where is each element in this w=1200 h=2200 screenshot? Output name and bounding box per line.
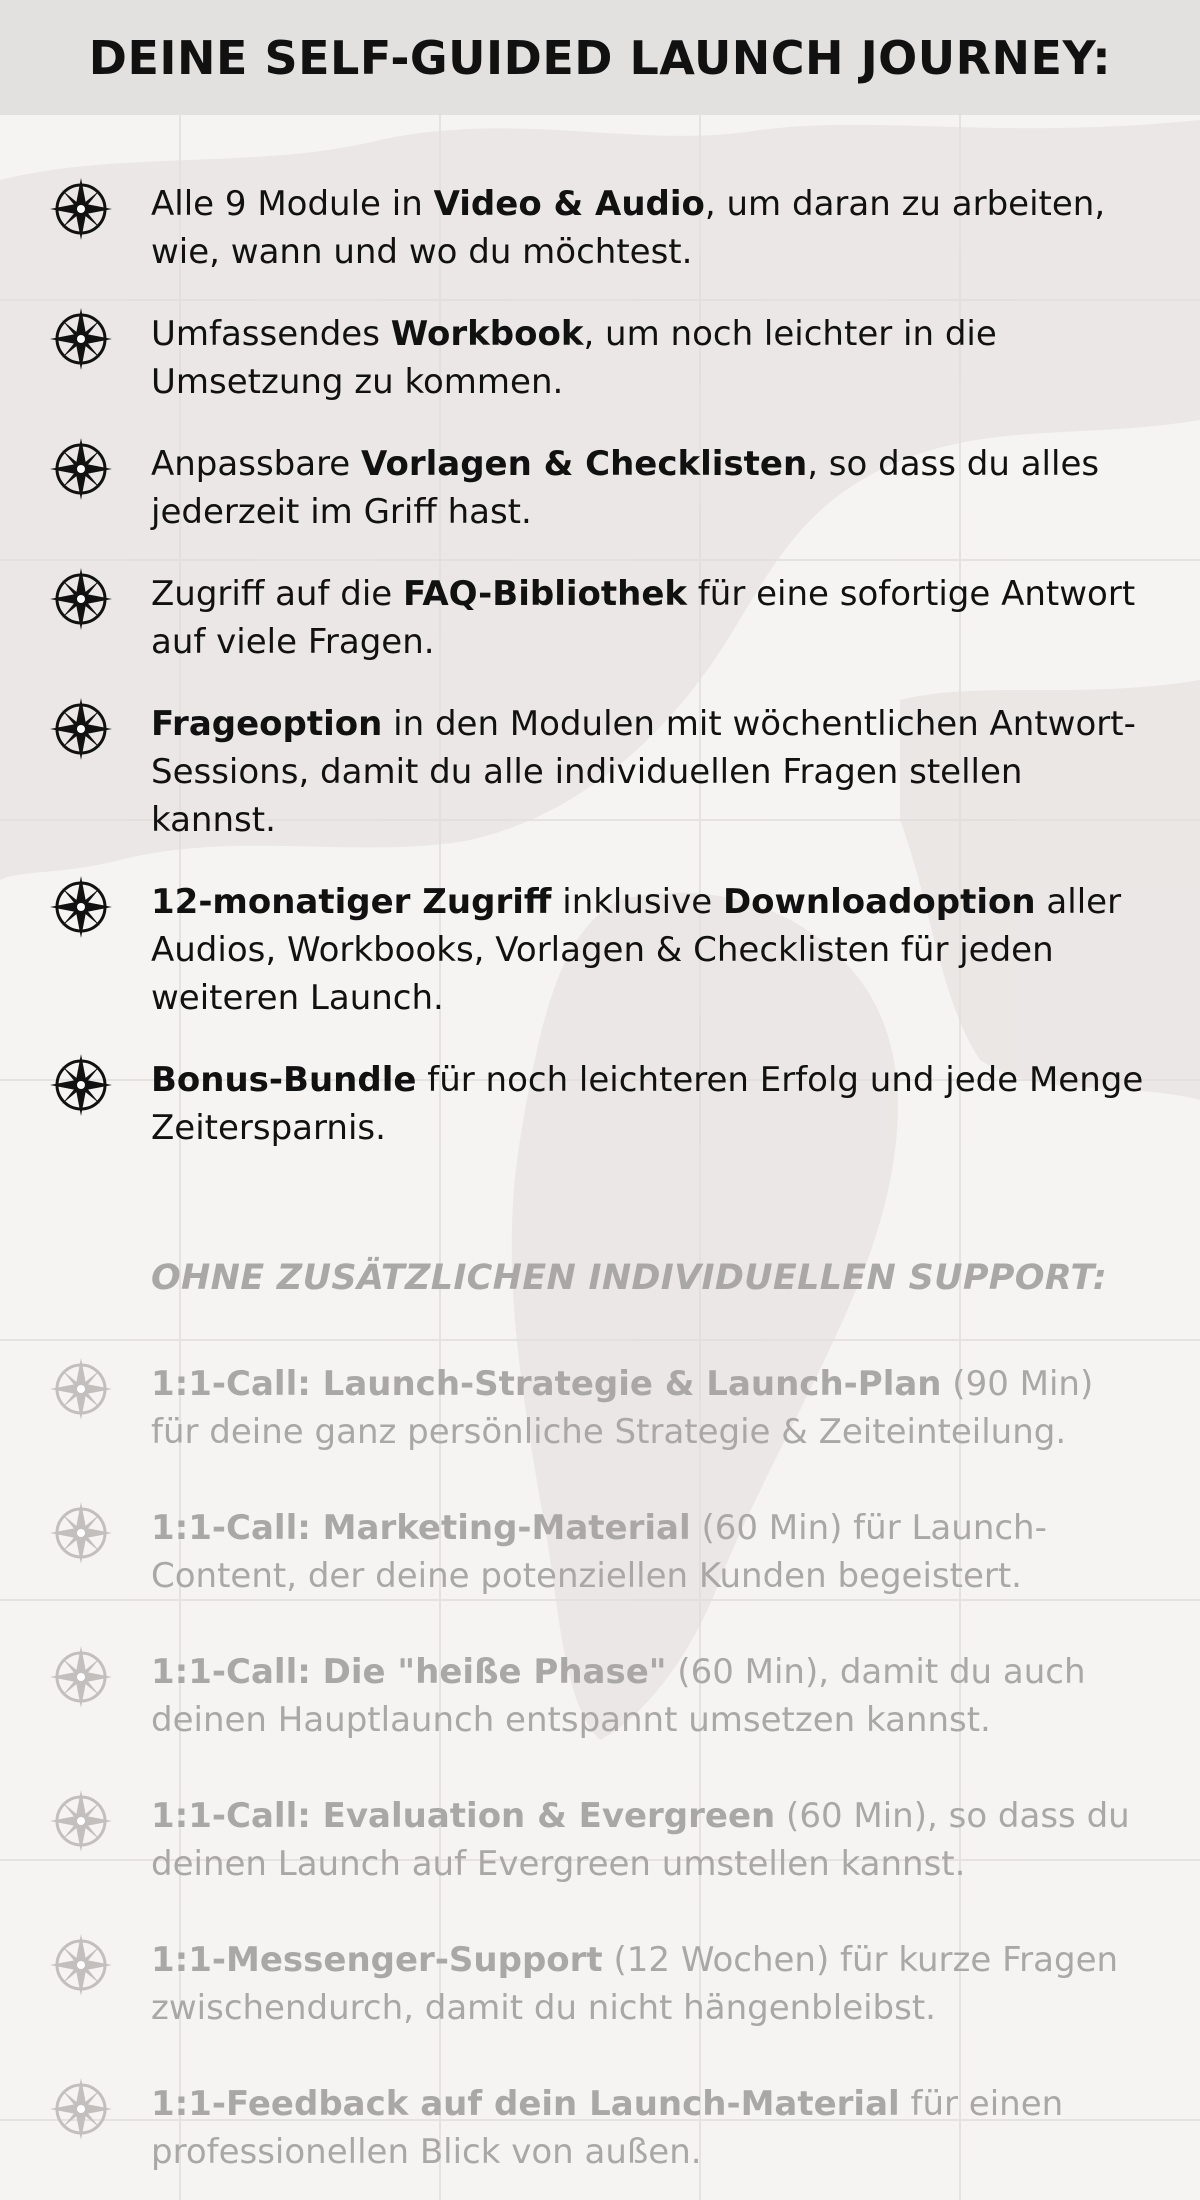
excluded-section-title: OHNE ZUSÄTZLICHEN INDIVIDUELLEN SUPPORT:: [151, 1258, 1108, 1298]
excluded-item-text: 1:1-Call: Evaluation & Evergreen (60 Min), so dass du deinen Launch auf Evergreen umstellen kannst.: [151, 1796, 1130, 1884]
compass-rose-icon: [48, 566, 114, 632]
compass-rose-icon: [48, 1644, 114, 1710]
compass-rose-icon: [48, 1788, 114, 1854]
compass-rose-icon: [48, 436, 114, 502]
excluded-item-text: 1:1-Feedback auf dein Launch-Material für einen professionellen Blick von außen.: [151, 2084, 1064, 2172]
included-item-text: Frageoption in den Modulen mit wöchentlichen Antwort-Sessions, damit du alle individuellen Fragen stellen kannst.: [151, 704, 1136, 840]
excluded-item-text: 1:1-Messenger-Support (12 Wochen) für kurze Fragen zwischendurch, damit du nicht hängenbleibst.: [151, 1940, 1119, 2028]
compass-rose-icon: [48, 696, 114, 762]
compass-rose-icon: [48, 874, 114, 940]
compass-rose-icon: [48, 1500, 114, 1566]
excluded-item-text: 1:1-Call: Die "heiße Phase" (60 Min), damit du auch deinen Hauptlaunch entspannt umsetzen kannst.: [151, 1652, 1086, 1740]
included-item-text: Anpassbare Vorlagen & Checklisten, so dass du alles jederzeit im Griff hast.: [151, 444, 1100, 532]
included-item-text: Bonus-Bundle für noch leichteren Erfolg und jede Menge Zeitersparnis.: [151, 1060, 1144, 1148]
included-item-text: Alle 9 Module in Video & Audio, um daran zu arbeiten, wie, wann und wo du möchtest.: [151, 184, 1106, 272]
excluded-item-text: 1:1-Call: Launch-Strategie & Launch-Plan (90 Min) für deine ganz persönliche Strategie & Zeiteinteilung.: [151, 1364, 1094, 1452]
excluded-item-text: 1:1-Call: Marketing-Material (60 Min) für Launch-Content, der deine potenziellen Kunden begeistert.: [151, 1508, 1047, 1596]
included-item-text: Zugriff auf die FAQ-Bibliothek für eine sofortige Antwort auf viele Fragen.: [151, 574, 1136, 662]
compass-rose-icon: [48, 2076, 114, 2142]
compass-rose-icon: [48, 1932, 114, 1998]
included-item-text: Umfassendes Workbook, um noch leichter in die Umsetzung zu kommen.: [151, 314, 997, 402]
compass-rose-icon: [48, 1052, 114, 1118]
page-title: DEINE SELF-GUIDED LAUNCH JOURNEY:: [88, 30, 1112, 85]
compass-rose-icon: [48, 176, 114, 242]
compass-rose-icon: [48, 1356, 114, 1422]
compass-rose-icon: [48, 306, 114, 372]
included-item-text: 12-monatiger Zugriff inklusive Downloadoption aller Audios, Workbooks, Vorlagen & Checklisten für jeden weiteren Launch.: [151, 882, 1122, 1018]
